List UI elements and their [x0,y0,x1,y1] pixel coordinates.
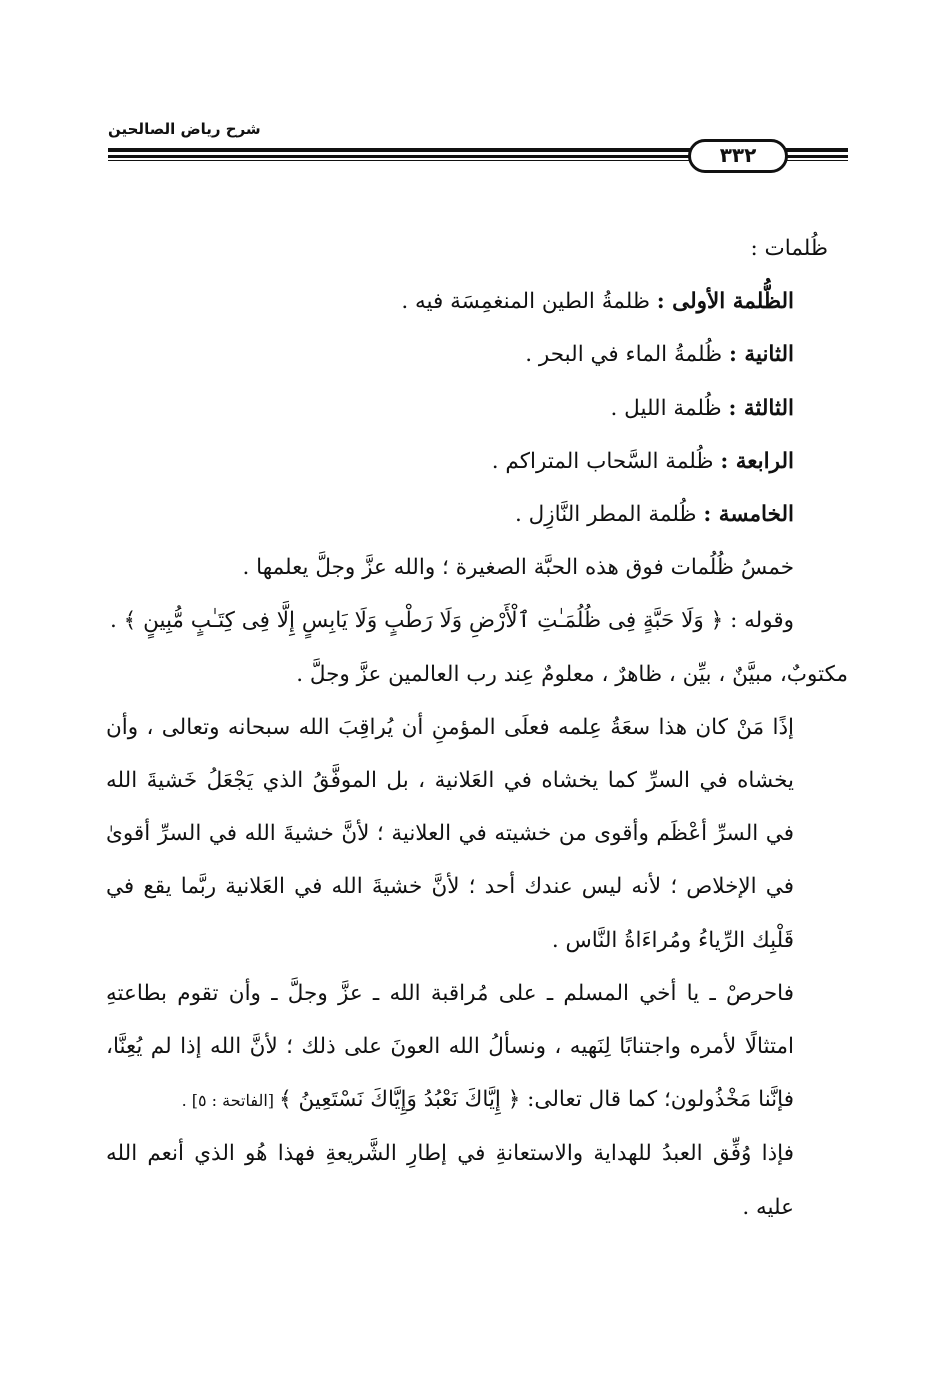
paragraph: خمسُ ظُلُمات فوق هذه الحبَّة الصغيرة ؛ والله عزَّ وجلَّ يعلمها . [242,555,794,581]
section-heading: ظُلمات : [750,236,828,261]
paragraph-text: فاحرصْ ـ يا أخي المسلم ـ على مُراقبة الله ـ عزَّ وجلَّ ـ وأن تقوم بطاعتهِ امتثالًا لأمره واجتنابًا لِنَهيه ، ونسألُ الله العونَ على ذلك ؛ لأنَّ الله إذا لم يُعِنَّا، فإنَّنا مَخْذُولون؛ كما قال تعالى: [106,980,794,1113]
quote-intro: وقوله : [723,608,794,634]
list-item [106,435,848,488]
verse-reference: [الفاتحة : ٥] . [181,1091,280,1111]
item-label: الخامسة : [703,502,794,528]
item-label: الظُّلمة الأولى : [656,289,794,315]
list-item [106,275,848,328]
item-text: ظُلمة السَّحاب المتراكم . [491,448,721,474]
quran-verse: ﴿ إِيَّاكَ نَعْبُدُ وَإِيَّاكَ نَسْتَعِينُ ﴾ [279,1087,521,1113]
item-text: ظُلمةُ الماء في البحر . [525,342,730,368]
list-item [106,488,848,541]
item-label: الرابعة : [720,448,794,474]
page-number: ٣٣٢ [688,139,788,173]
quote-end: . [109,608,124,634]
page-body [106,222,848,1234]
paragraph: مكتوبٌ، مبيَّنٌ ، بيِّن ، ظاهرٌ ، معلومٌ عِند رب العالمين عزَّ وجلَّ . [296,661,848,687]
item-text: ظُلمة الليل . [610,395,729,421]
list-item [106,328,848,381]
paragraph [106,967,848,1128]
paragraph-quote [106,594,848,647]
paragraph: إذًا مَنْ كان هذا سعَةُ عِلمه فعلَى المؤمنِ أن يُراقِبَ الله سبحانه وتعالى ، وأن يخشاه في السرِّ كما يخشاه في العَلانية ، بل الموفَّقُ الذي يَجْعَلُ خَشيةَ الله في السرِّ أعْظَم وأقوى من خشيته في العلانية ؛ لأنَّ خشيةَ الله في السرِّ أقوىٰ في الإخلاص ؛ لأنه ليس عندك أحد ؛ لأنَّ خشيةَ الله في العَلانية ربَّما يقع في قَلْبِك الرِّياءُ ومُراءَاةُ النَّاس . [106,714,794,953]
item-text: ظُلمة المطر النَّازِل . [515,502,704,528]
page-header [108,118,848,182]
book-title: شرح رياض الصالحين [108,120,261,138]
quran-verse: ﴿ وَلَا حَبَّةٍ فِى ظُلُمَـٰتِ ٱلْأَرْضِ وَلَا رَطْبٍ وَلَا يَابِسٍ إِلَّا فِى كِتَـٰبٍ مُّبِينٍ ﴾ [123,608,724,634]
paragraph: فإذا وُفِّق العبدُ للهداية والاستعانةِ في إطارِ الشَّريعةِ فهذا هُو الذي أنعم الله عليه . [106,1141,794,1220]
item-label: الثالثة : [728,395,794,421]
item-text: ظلمةُ الطين المنغمِسَة فيه . [401,289,657,315]
list-item [106,382,848,435]
item-label: الثانية : [729,342,794,368]
